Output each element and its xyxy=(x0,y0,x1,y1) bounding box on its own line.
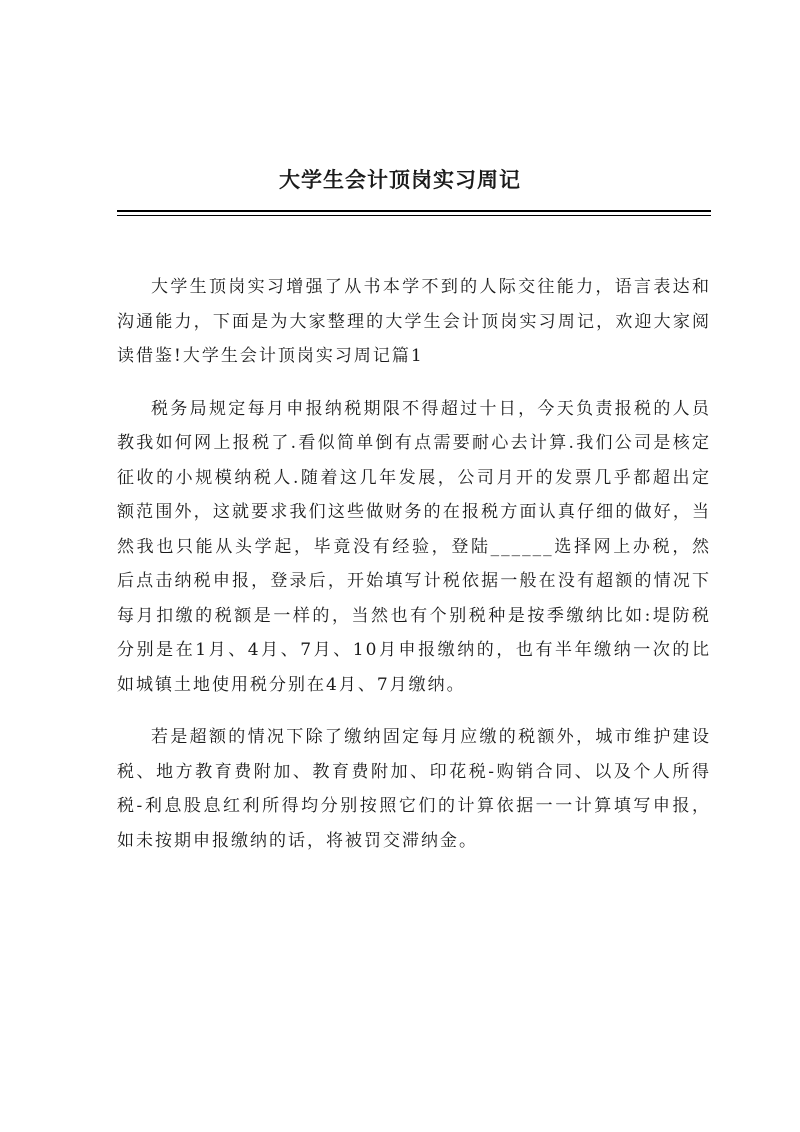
paragraph-excess-tax: 若是超额的情况下除了缴纳固定每月应缴的税额外，城市维护建设税、地方教育费附加、教育费附加、印花税-购销合同、以及个人所得税-利息股息红利所得均分别按照它们的计算依据一一计算填写申报，如未按期申报缴纳的话，将被罚交滞纳金。 xyxy=(117,727,711,851)
paragraph-intro: 大学生顶岗实习增强了从书本学不到的人际交往能力，语言表达和沟通能力，下面是为大家整理的大学生会计顶岗实习周记，欢迎大家阅读借鉴!大学生会计顶岗实习周记篇1 xyxy=(117,277,711,366)
document-title: 大学生会计顶岗实习周记 xyxy=(279,167,521,192)
title-divider-thin xyxy=(117,215,711,216)
title-divider-thick xyxy=(117,210,711,212)
paragraph-tax-filing: 税务局规定每月申报纳税期限不得超过十日，今天负责报税的人员教我如何网上报税了.看似简单倒有点需要耐心去计算.我们公司是核定征收的小规模纳税人.随着这几年发展，公司月开的发票几乎都超出定额范围外，这就要求我们这些做财务的在报税方面认真仔细的做好，当然我也只能从头学起，毕竟没有经验，登陆______选择网上办税，然后点击纳税申报，登录后，开始填写计税依据一般在没有超额的情况下每月扣缴的税额是一样的，当然也有个别税种是按季缴纳比如:堤防税分别是在1月、4月、7月、10月申报缴纳的，也有半年缴纳一次的比如城镇土地使用税分别在4月、7月缴纳。 xyxy=(117,398,711,695)
document-body xyxy=(117,270,711,876)
